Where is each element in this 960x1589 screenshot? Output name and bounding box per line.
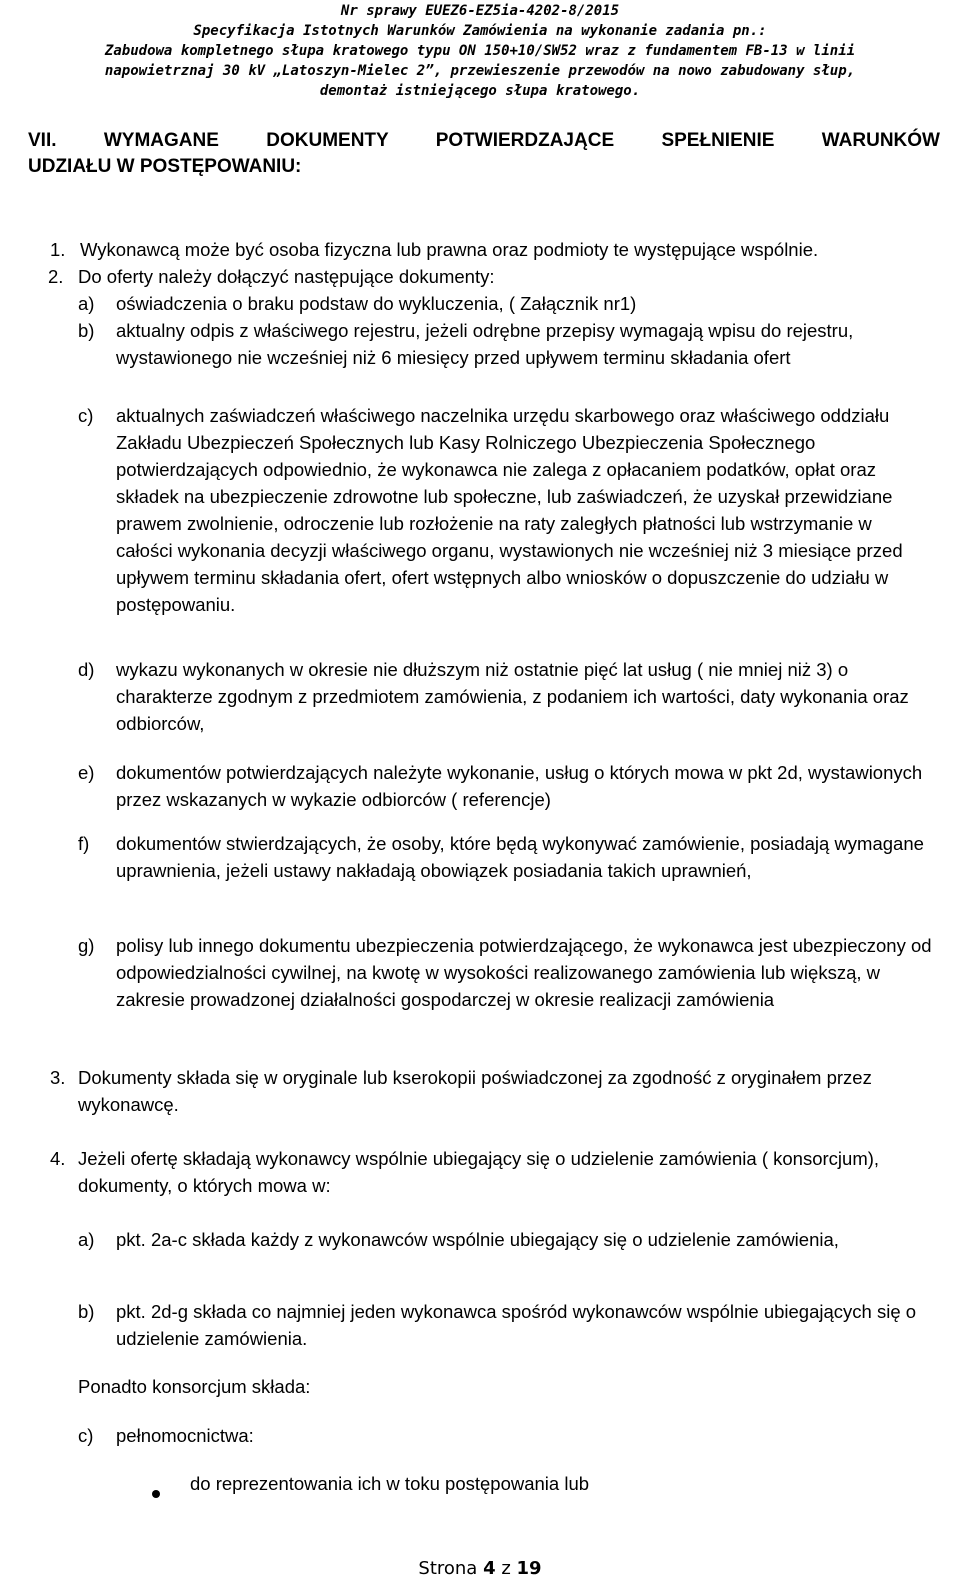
list-item-number: 4. [50, 1148, 66, 1169]
sub-item-label: a) [78, 293, 95, 314]
list-item-3 [50, 1064, 940, 1118]
bullet-marker [152, 1490, 160, 1498]
sub-item-text: pkt. 2d-g składa co najmniej jeden wykonawca spośród wykonawców wspólnie ubiegających się o udzielenie zamówienia. [116, 1301, 917, 1349]
list-item-4 [50, 1145, 940, 1199]
sub-item-label: c) [78, 1425, 94, 1446]
sub-item-f [78, 830, 940, 911]
sub-item-label: g) [78, 935, 95, 956]
sub-item-label: f) [78, 833, 90, 854]
sub-item-text: aktualnych zaświadczeń właściwego naczelnika urzędu skarbowego oraz właściwego oddziału Zakładu Ubezpieczeń Społecznych lub Kasy Rolniczego Ubezpieczenia Społecznego potwierdzających odpowiednio, że wykonawca nie zalega z opłacaniem podatków, opłat oraz składek na ubezpieczenie zdrowotne lub społeczne, lub zaświadczeń, że uzyskał przewidziane prawem zwolnienie, odroczenie lub rozłożenie na raty zaległych płatności lub wstrzymanie w całości wykonania decyzji właściwego organu, wystawionych nie wcześniej niż 3 miesiące przed upływem terminu składania ofert, ofert wstępnych albo wniosków o dopuszczenie do udziału w postępowaniu. [116, 405, 903, 615]
sub-item-text: polisy lub innego dokumentu ubezpieczenia potwierdzającego, że wykonawca jest ubezpieczony od odpowiedzialności cywilnej, na kwotę w wysokości realizowanego zamówienia lub większą, w zakresie prowadzonej działalności gospodarczej w okresie realizacji zamówienia [116, 935, 932, 1010]
sub-item-label: b) [78, 1301, 95, 1322]
sub-item-b [78, 317, 940, 398]
section-title-line-2: UDZIAŁU W POSTĘPOWANIU: [28, 156, 302, 177]
sub-item-d [78, 656, 940, 737]
sub-item-label: a) [78, 1229, 95, 1250]
consortium-additional-note: Ponadto konsorcjum składa: [78, 1376, 311, 1397]
total-pages-number: 19 [516, 1558, 542, 1579]
page-footer [0, 1557, 960, 1581]
sub-item-text: wykazu wykonanych w okresie nie dłuższym niż ostatnie pięć lat usług ( nie mniej niż 3) o charakterze zgodnym z przedmiotem zamówienia, z podaniem ich wartości, daty wykonania oraz odbiorców, [116, 659, 909, 734]
sub-item-text: pełnomocnictwa: [116, 1425, 254, 1446]
header-task-line-2: napowietrznaj 30 kV „Latoszyn-Mielec 2”, przewieszenie przewodów na nowo zabudowany słup, [104, 63, 856, 79]
list-item-number: 2. [48, 266, 64, 287]
sub-item-text: dokumentów stwierdzających, że osoby, które będą wykonywać zamówienie, posiadają wymagane uprawnienia, jeżeli ustawy nakładają obowiązek posiadania takich uprawnień, [116, 833, 924, 881]
section-title-line-1: VII. WYMAGANE DOKUMENTY POTWIERDZAJĄCE SPEŁNIENIE WARUNKÓW [28, 130, 940, 151]
header-spec-line: Specyfikacja Istotnych Warunków Zamówienia na wykonanie zadania pn.: [193, 23, 767, 39]
sub-item-g [78, 932, 940, 1040]
sub-item-text: dokumentów potwierdzających należyte wykonanie, usług o których mowa w pkt 2d, wystawionych przez wskazanych w wykazie odbiorców ( referencje) [116, 762, 923, 810]
list-item-text: Jeżeli ofertę składają wykonawcy wspólnie ubiegający się o udzielenie zamówienia ( konsorcjum), dokumenty, o których mowa w: [78, 1148, 880, 1196]
sub-item-text: aktualny odpis z właściwego rejestru, jeżeli odrębne przepisy wymagają wpisu do rejestru, wystawionego nie wcześniej niż 6 miesięcy przed upływem terminu składania ofert [116, 320, 854, 368]
header-task-line-1: Zabudowa kompletnego słupa kratowego typu ON 150+10/SW52 wraz z fundamentem FB-13 w linii [104, 43, 856, 59]
sub-item-label: d) [78, 659, 95, 680]
document-header [0, 1, 960, 101]
case-number: Nr sprawy EUEZ6-EZ5ia-4202-8/2015 [340, 3, 620, 19]
sub-item-text: pkt. 2a-c składa każdy z wykonawców wspólnie ubiegający się o udzielenie zamówienia, [116, 1229, 839, 1250]
current-page-number: 4 [483, 1558, 496, 1579]
consortium-item-b [78, 1298, 940, 1352]
consortium-item-a [78, 1226, 940, 1280]
list-item-text: Wykonawcą może być osoba fizyczna lub prawna oraz podmioty te występujące wspólnie. [80, 239, 819, 260]
sub-item-label: c) [78, 405, 94, 426]
list-item-text: Do oferty należy dołączyć następujące dokumenty: [78, 266, 495, 287]
list-item-text: Dokumenty składa się w oryginale lub kserokopii poświadczonej za zgodność z oryginałem przez wykonawcę. [78, 1067, 872, 1115]
sub-item-a [78, 290, 940, 317]
page-label: Strona [418, 1558, 478, 1579]
sub-item-text: oświadczenia o braku podstaw do wykluczenia, ( Załącznik nr1) [116, 293, 637, 314]
bullet-item-text: do reprezentowania ich w toku postępowania lub [190, 1473, 590, 1494]
sub-item-c [78, 402, 940, 652]
list-item-number: 3. [50, 1067, 66, 1088]
sub-item-label: e) [78, 762, 95, 783]
section-title [28, 128, 940, 180]
list-item-number: 1. [50, 239, 66, 260]
sub-item-label: b) [78, 320, 95, 341]
page-of-label: z [501, 1558, 511, 1579]
header-task-line-3: demontaż istniejącego słupa kratowego. [319, 83, 641, 99]
sub-item-e [78, 759, 940, 813]
consortium-item-c [78, 1422, 940, 1449]
